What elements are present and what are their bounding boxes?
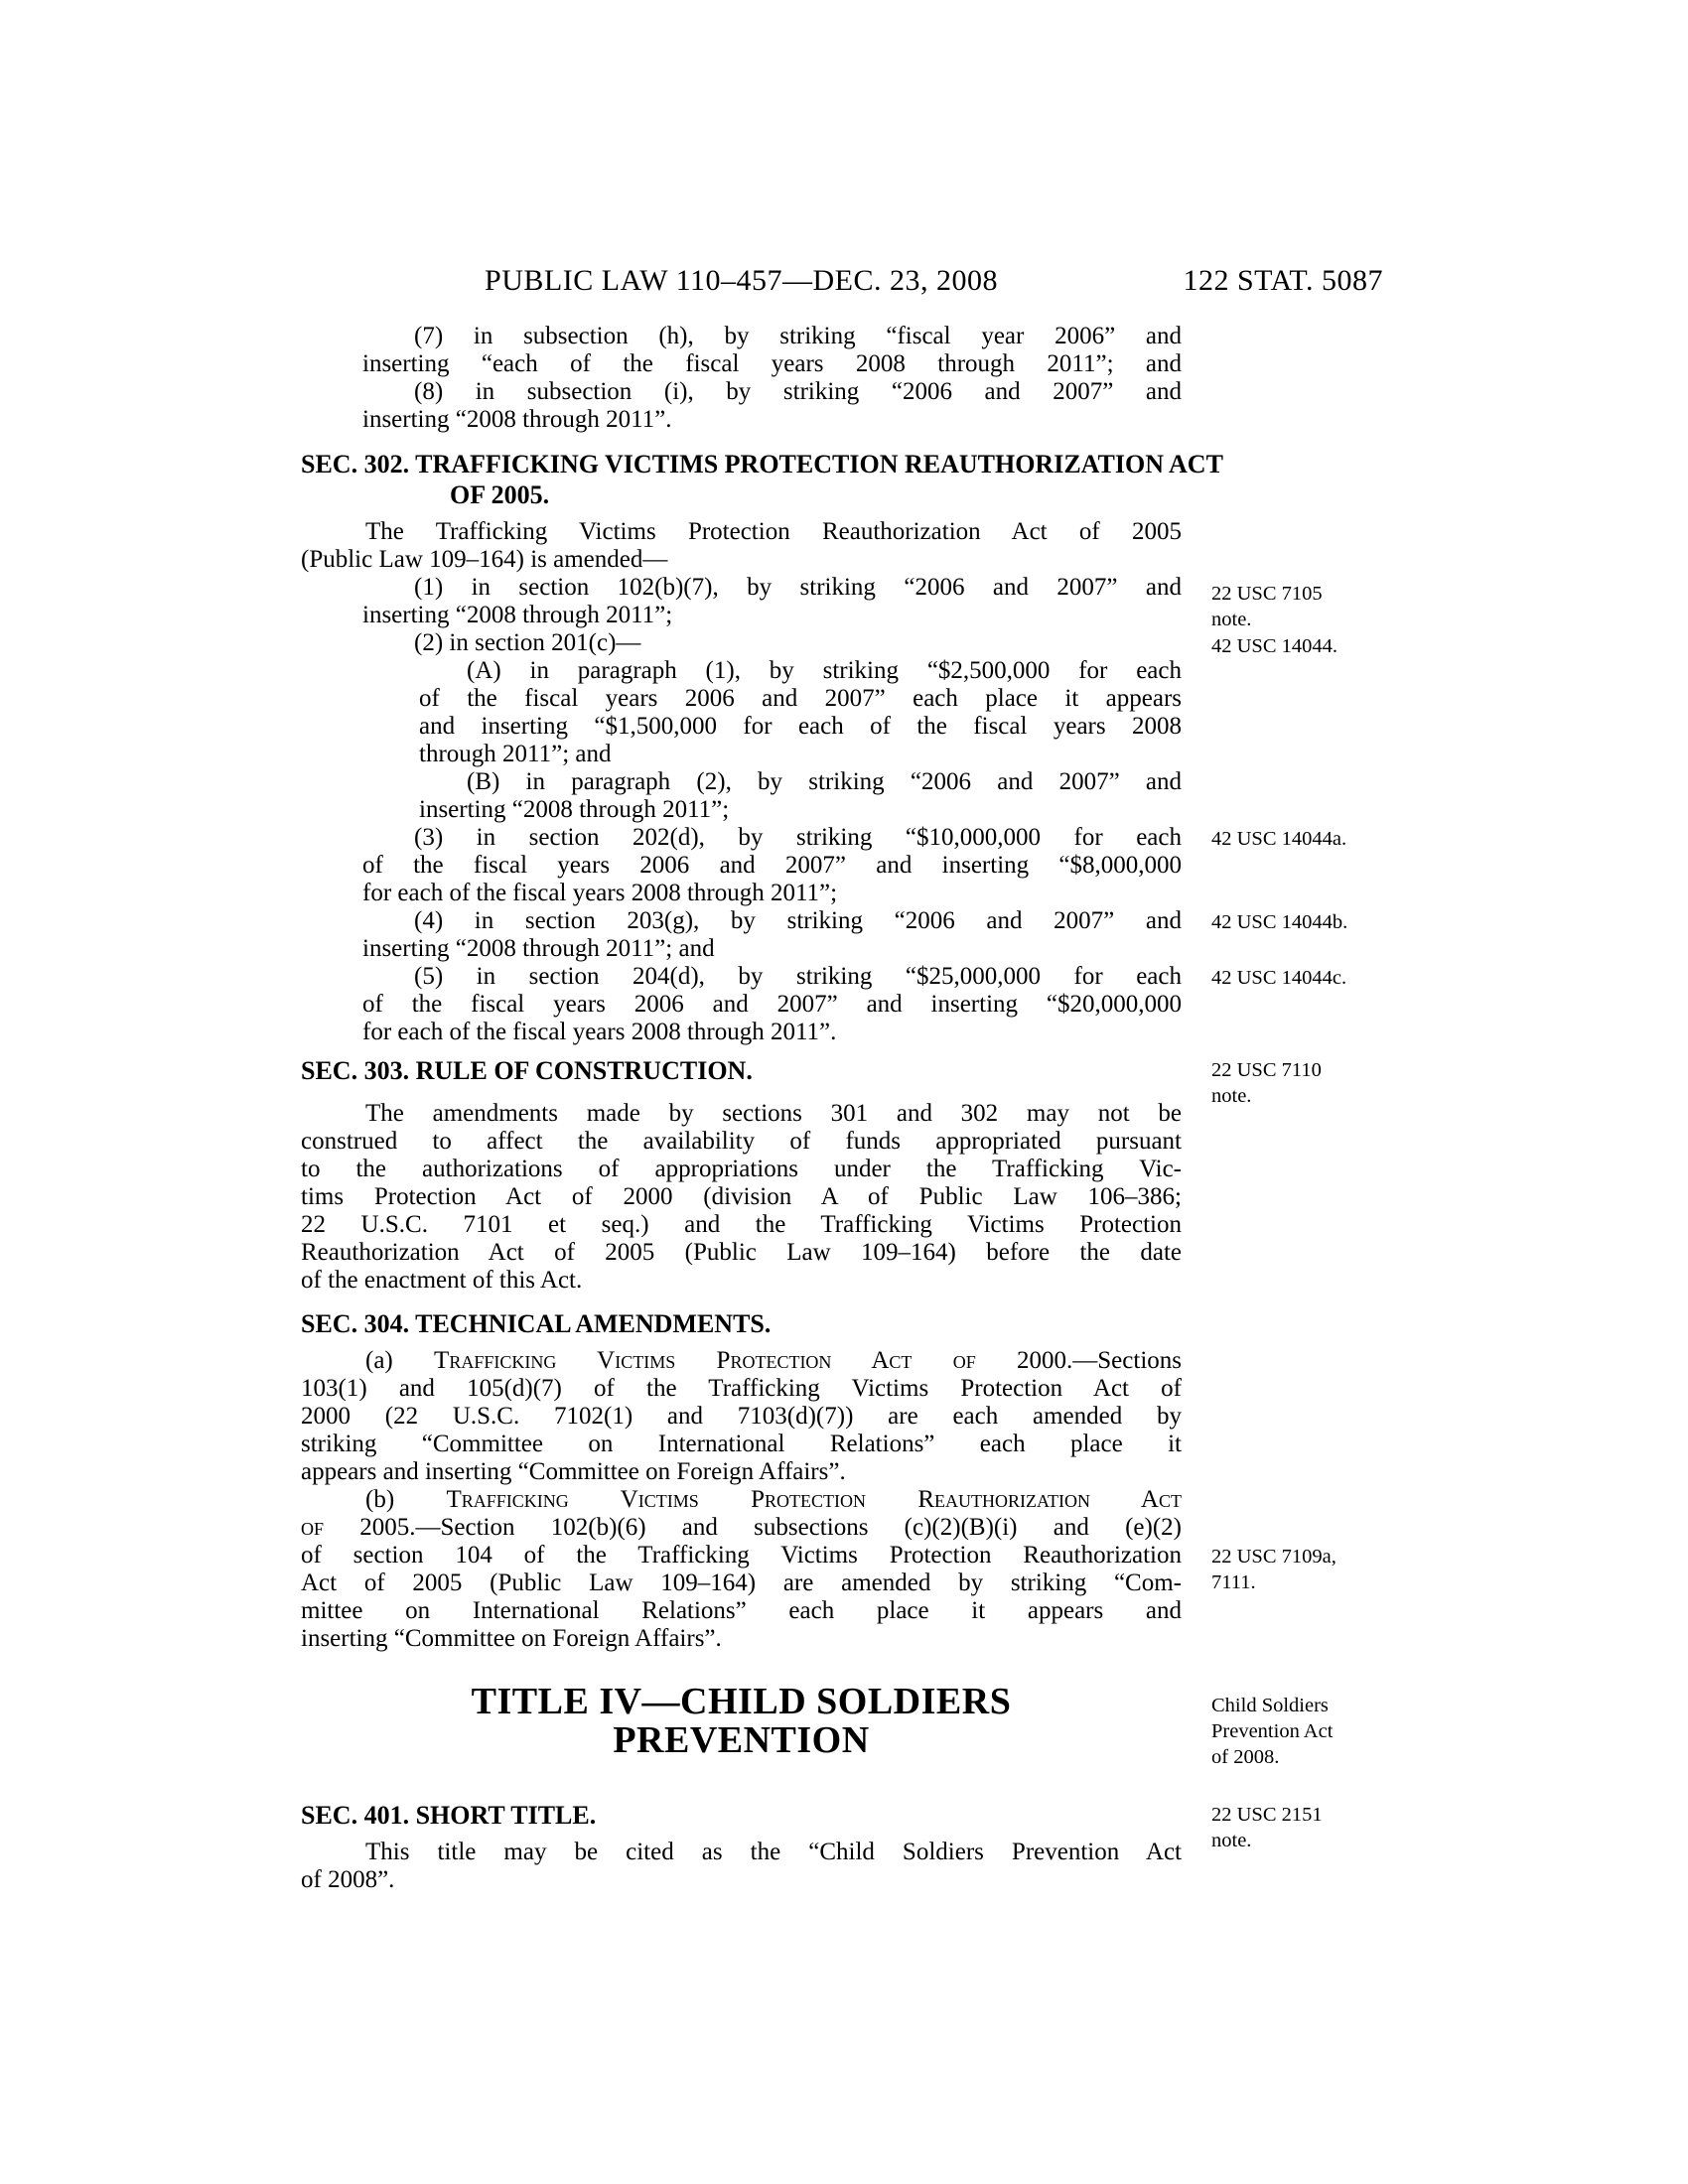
statute-text-line (414, 824, 1182, 852)
text-segment: (4) in section 203(g), by striking “2006 and 2007” and (414, 907, 1182, 934)
statute-paragraph (301, 323, 1182, 434)
statute-paragraph (301, 1339, 1182, 1486)
statute-paragraph (301, 574, 1182, 629)
margin-note (1211, 1057, 1395, 1109)
section-heading (301, 1046, 1182, 1086)
margin-note-line: 42 USC 14044a. (1211, 828, 1347, 850)
small-caps-text: Trafficking Victims Protection Act of 2000. (434, 1347, 1073, 1374)
statute-text-line (414, 629, 1182, 657)
text-segment: (8) in subsection (i), by striking “2006 and 2007” and (414, 378, 1182, 405)
title-line (301, 1721, 1182, 1760)
margin-note-line: 22 USC 2151 (1211, 1804, 1323, 1826)
statute-text-line (362, 406, 1182, 434)
statute-paragraph (301, 629, 1182, 657)
small-caps-text: of 2005. (301, 1514, 416, 1541)
statute-paragraph (301, 963, 1182, 1046)
title-line (301, 1683, 1182, 1721)
statute-text-line (362, 852, 1182, 880)
text-segment: (A) in paragraph (1), by striking “$2,500,000 for each (467, 657, 1182, 684)
statute-paragraph (301, 768, 1182, 824)
margin-note-line: Prevention Act (1211, 1720, 1334, 1742)
margin-note-line: 42 USC 14044b. (1211, 911, 1348, 933)
text-segment: construed to affect the availability of funds appropriated pursuant (301, 1128, 1182, 1155)
statute-text-line (419, 796, 1182, 824)
statute-paragraph (301, 824, 1182, 907)
text-segment: PREVENTION (613, 1719, 870, 1761)
statute-text-line (414, 907, 1182, 935)
text-segment: inserting “2008 through 2011”. (362, 406, 672, 433)
text-segment: The Trafficking Victims Protection Reauthorization Act of 2005 (365, 518, 1182, 545)
text-segment: appears and inserting “Committee on Foreign Affairs”. (301, 1458, 846, 1485)
text-segment: for each of the fiscal years 2008 through 2011”; (362, 880, 838, 906)
text-segment: (a) (365, 1347, 435, 1374)
statute-text-line (301, 1431, 1182, 1458)
text-segment: —Sections (1072, 1347, 1182, 1374)
statute-text-line (301, 1866, 1182, 1894)
text-segment: of the fiscal years 2006 and 2007” and inserting “$20,000,000 (362, 991, 1182, 1018)
text-segment: of section 104 of the Trafficking Victims Protection Reauthorization (301, 1542, 1182, 1569)
text-segment: The amendments made by sections 301 and 302 may not be (365, 1100, 1182, 1127)
margin-note-line: Child Soldiers (1211, 1695, 1329, 1716)
statute-text-line (301, 1375, 1182, 1403)
title-heading (301, 1653, 1182, 1760)
text-segment: through 2011”; and (419, 741, 612, 767)
text-segment: —Section 102(b)(6) and subsections (c)(2)(B)(i) and (e)(2) (415, 1514, 1182, 1541)
text-segment: (Public Law 109–164) is amended— (301, 546, 668, 573)
text-segment: 2000 (22 U.S.C. 7102(1) and 7103(d)(7)) are each amended by (301, 1403, 1182, 1430)
text-segment: striking “Committee on International Relations” each place it (301, 1431, 1182, 1457)
text-segment: inserting “Committee on Foreign Affairs”. (301, 1625, 722, 1652)
statute-text-line (301, 546, 1182, 574)
statute-text-line (301, 1183, 1182, 1211)
section-heading (301, 1760, 1182, 1831)
text-segment: 103(1) and 105(d)(7) of the Trafficking Victims Protection Act of (301, 1375, 1182, 1402)
small-caps-text: Trafficking Victims Protection Reauthorization Act (446, 1486, 1182, 1513)
statute-text-line (419, 713, 1182, 741)
text-segment: 22 U.S.C. 7101 et seq.) and the Trafficking Victims Protection (301, 1211, 1182, 1238)
statute-text-line (301, 1267, 1182, 1295)
statute-text-line (301, 1514, 1182, 1542)
statute-text-line (301, 1542, 1182, 1570)
section-heading (301, 1295, 1182, 1339)
statute-text-line (365, 1347, 1182, 1375)
text-segment: of 2008”. (301, 1866, 395, 1893)
text-segment: SEC. 303. RULE OF CONSTRUCTION. (301, 1056, 753, 1085)
section-heading-line (301, 1055, 1182, 1086)
margin-note-line: 22 USC 7109a, (1211, 1546, 1336, 1568)
text-segment: Reauthorization Act of 2005 (Public Law 109–164) before the date (301, 1239, 1182, 1266)
text-segment: to the authorizations of appropriations under the Trafficking Vic- (301, 1156, 1182, 1182)
statute-text-line (414, 378, 1182, 406)
statute-paragraph (301, 510, 1182, 574)
text-segment: (5) in section 204(d), by striking “$25,000,000 for each (414, 963, 1182, 990)
text-segment: of the fiscal years 2006 and 2007” and inserting “$8,000,000 (362, 852, 1182, 879)
section-heading (301, 434, 1223, 510)
margin-note-line: 42 USC 14044. (1211, 635, 1338, 657)
text-segment: inserting “2008 through 2011”; (419, 796, 730, 823)
statute-text-line (362, 350, 1182, 378)
statute-text-line (362, 880, 1182, 907)
text-segment: This title may be cited as the “Child Soldiers Prevention Act (365, 1839, 1182, 1865)
text-segment: (B) in paragraph (2), by striking “2006 and 2007” and (467, 768, 1182, 795)
statute-text-line (301, 1625, 1182, 1653)
margin-note (1211, 633, 1395, 659)
statute-text-line (414, 323, 1182, 350)
text-segment: (3) in section 202(d), by striking “$10,000,000 for each (414, 824, 1182, 851)
text-segment: of the fiscal years 2006 and 2007” each place it appears (419, 685, 1182, 712)
text-segment: Act of 2005 (Public Law 109–164) are amended by striking “Com- (301, 1570, 1182, 1596)
statute-paragraph (301, 1086, 1182, 1295)
text-segment: inserting “2008 through 2011”; and (362, 935, 715, 962)
margin-note (1211, 1693, 1395, 1770)
section-heading-line (450, 479, 1182, 510)
margin-note-line: 7111. (1211, 1571, 1256, 1593)
margin-note (1211, 1544, 1395, 1595)
section-heading-line (301, 1800, 1182, 1831)
text-segment: for each of the fiscal years 2008 through 2011”. (362, 1019, 837, 1045)
text-segment: TITLE IV—CHILD SOLDIERS (471, 1681, 1012, 1722)
statute-text-line (301, 1128, 1182, 1156)
statute-text-line (467, 768, 1182, 796)
statute-text-line (365, 1100, 1182, 1128)
margin-note (1211, 965, 1395, 991)
statute-text-line (301, 1597, 1182, 1625)
statute-text-line (362, 991, 1182, 1019)
text-segment: OF 2005. (450, 480, 550, 509)
section-heading-line (301, 449, 1223, 479)
body-text-column (301, 323, 1223, 1894)
statute-text-line (301, 1458, 1182, 1486)
statute-paragraph (301, 657, 1182, 768)
margin-note (1211, 909, 1395, 935)
statute-text-line (419, 685, 1182, 713)
section-heading-line (301, 1308, 1182, 1339)
statute-text-line (362, 935, 1182, 963)
statute-text-line (362, 602, 1182, 629)
statute-text-line (414, 963, 1182, 991)
statute-paragraph (301, 1831, 1182, 1894)
statute-text-line (467, 657, 1182, 685)
statute-text-line (414, 574, 1182, 602)
margin-note-line: note. (1211, 1830, 1252, 1851)
margin-note-line: 22 USC 7105 (1211, 583, 1323, 605)
statute-text-line (301, 1211, 1182, 1239)
margin-note-line: 22 USC 7110 (1211, 1059, 1322, 1081)
margin-note-line: note. (1211, 1085, 1252, 1107)
text-segment: SEC. 401. SHORT TITLE. (301, 1801, 597, 1830)
text-segment: SEC. 304. TECHNICAL AMENDMENTS. (301, 1309, 772, 1338)
margin-note (1211, 581, 1395, 632)
statute-text-line (301, 1156, 1182, 1183)
margin-note (1211, 1802, 1395, 1853)
margin-note (1211, 826, 1395, 852)
page-header-law-citation: PUBLIC LAW 110–457—DEC. 23, 2008 (485, 264, 998, 297)
statute-paragraph (301, 1486, 1182, 1653)
text-segment: inserting “each of the fiscal years 2008 through 2011”; and (362, 350, 1182, 377)
page-header-stat-number: 122 STAT. 5087 (1183, 264, 1383, 297)
text-segment: (2) in section 201(c)— (414, 629, 641, 656)
statute-text-line (301, 1570, 1182, 1597)
statute-text-line (419, 741, 1182, 768)
statute-paragraph (301, 907, 1182, 963)
margin-note-line: of 2008. (1211, 1746, 1280, 1768)
statute-text-line (301, 1239, 1182, 1267)
text-segment: and inserting “$1,500,000 for each of the fiscal years 2008 (419, 713, 1182, 740)
text-segment: SEC. 302. TRAFFICKING VICTIMS PROTECTION REAUTHORIZATION ACT (301, 450, 1223, 478)
statute-text-line (365, 1839, 1182, 1866)
text-segment: (1) in section 102(b)(7), by striking “2006 and 2007” and (414, 574, 1182, 601)
text-segment: of the enactment of this Act. (301, 1267, 583, 1294)
statute-text-line (365, 518, 1182, 546)
margin-notes-column (1211, 0, 1395, 2184)
text-segment: inserting “2008 through 2011”; (362, 602, 673, 628)
margin-note-line: 42 USC 14044c. (1211, 967, 1347, 989)
statute-text-line (362, 1019, 1182, 1046)
text-segment: (b) (365, 1486, 447, 1513)
margin-note-line: note. (1211, 609, 1252, 630)
text-segment: (7) in subsection (h), by striking “fiscal year 2006” and (414, 323, 1182, 349)
statute-text-line (301, 1403, 1182, 1431)
text-segment: mittee on International Relations” each place it appears and (301, 1597, 1182, 1624)
statute-text-line (365, 1486, 1182, 1514)
text-segment: tims Protection Act of 2000 (division A of Public Law 106–386; (301, 1183, 1182, 1210)
